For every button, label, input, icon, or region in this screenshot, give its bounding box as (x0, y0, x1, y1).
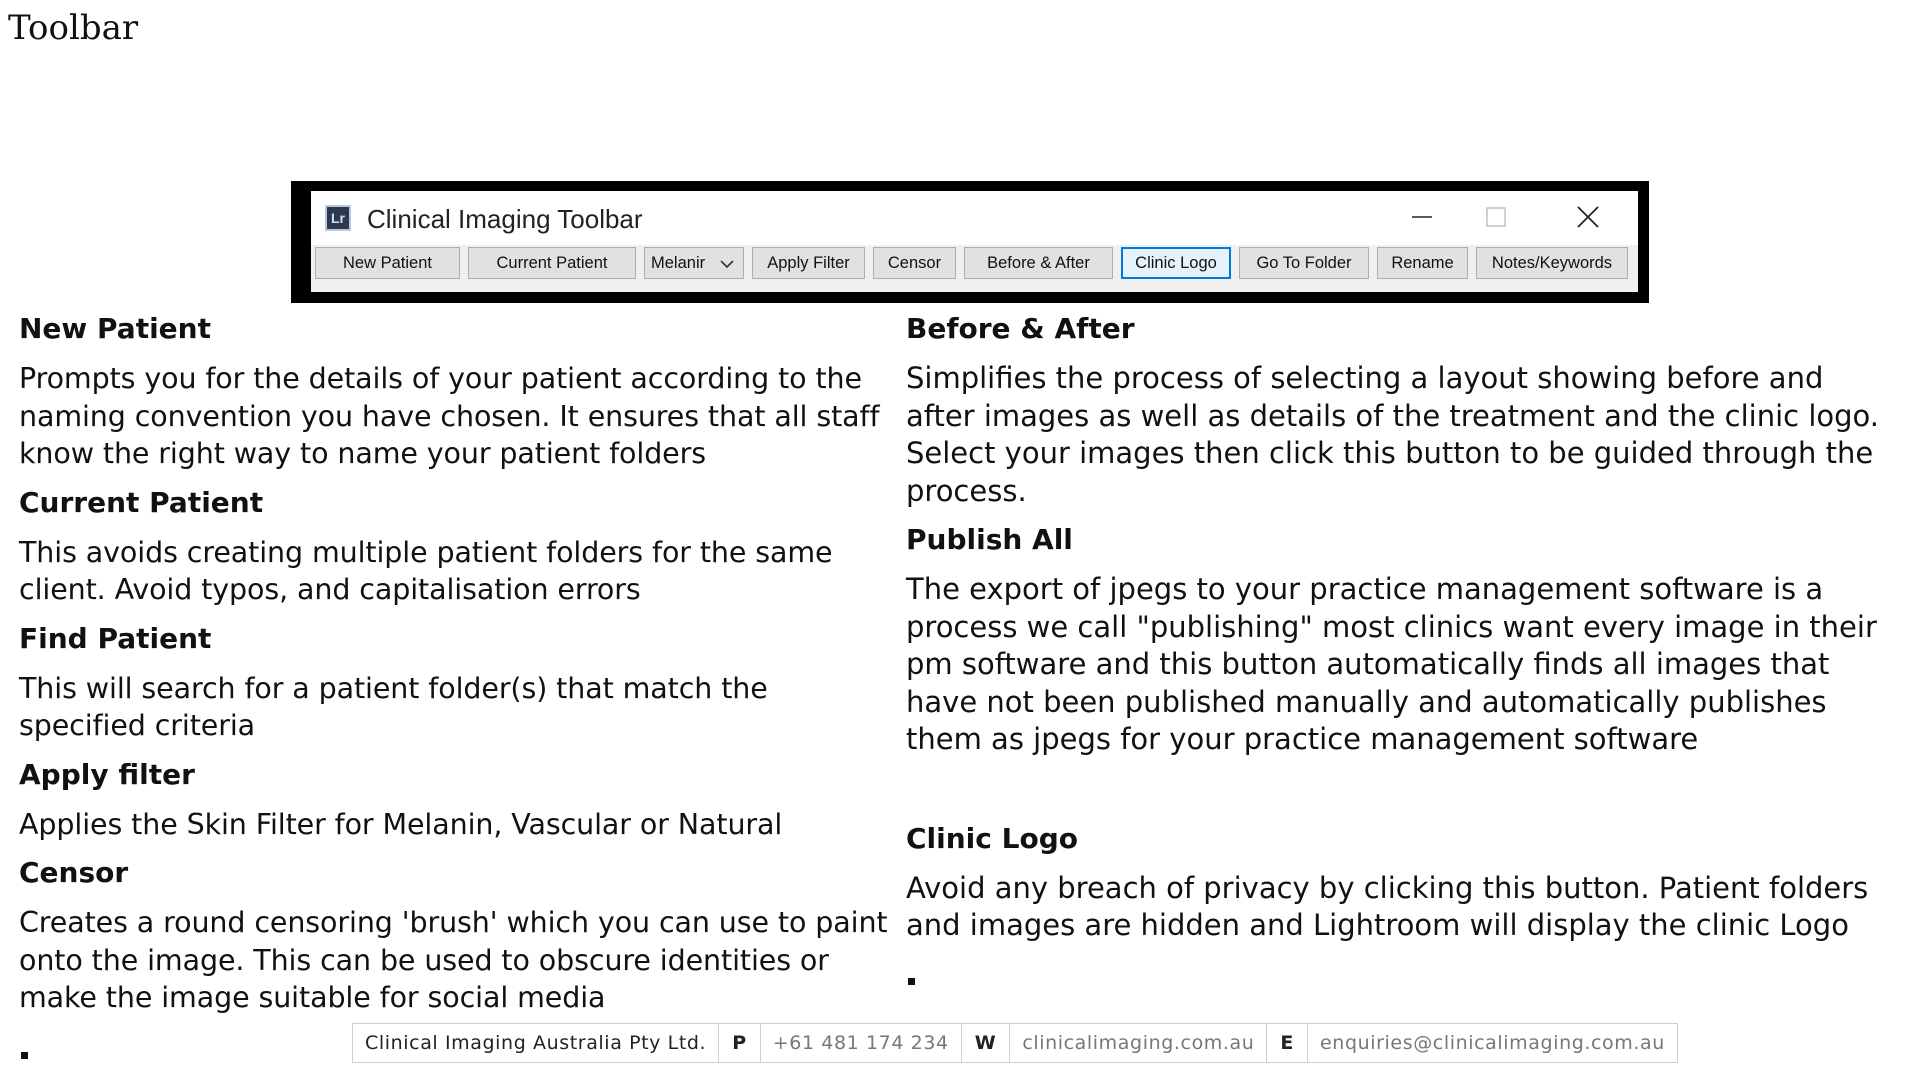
notes-keywords-button[interactable]: Notes/Keywords (1476, 247, 1628, 279)
section-heading: Find Patient (19, 621, 212, 655)
section-heading: Before & After (906, 312, 1135, 345)
clinic-logo-button[interactable]: Clinic Logo (1121, 247, 1231, 279)
filter-dropdown-value: Melanir (651, 253, 706, 272)
toolbar-window (311, 191, 1638, 292)
section-heading: Clinic Logo (906, 821, 1078, 855)
maximize-button[interactable] (1474, 199, 1518, 235)
chevron-down-icon (719, 256, 735, 272)
go-to-folder-button[interactable]: Go To Folder (1239, 247, 1369, 279)
bullet-mark (908, 978, 915, 985)
section-body: The export of jpegs to your practice management software is a process we call "publishing" most clinics want every image in their pm software and this button automatically finds all images that have not been published manually and automatically publishes them as jpegs for your practice management software (906, 572, 1877, 756)
footer-email-label: E (1267, 1024, 1308, 1062)
section-body: Creates a round censoring 'brush' which you can use to paint onto the image. This can be used to obscure identities or make the image suitable for social media (19, 906, 888, 1014)
section-body: This avoids creating multiple patient folders for the same client. Avoid typos, and capitalisation errors (19, 535, 833, 606)
section-heading: Current Patient (19, 485, 264, 519)
minimize-button[interactable] (1400, 199, 1444, 235)
section-heading: Apply filter (19, 757, 195, 791)
section-body: Simplifies the process of selecting a layout showing before and after images as well as details of the treatment and the clinic logo. Select your images then click this button to be guided through the process. (906, 361, 1879, 508)
footer-company: Clinical Imaging Australia Pty Ltd. (353, 1024, 719, 1062)
lightroom-app-icon: Lr (325, 205, 351, 231)
close-icon (1575, 204, 1601, 230)
censor-button[interactable]: Censor (873, 247, 956, 279)
footer-phone-label: P (719, 1024, 761, 1062)
rename-button[interactable]: Rename (1377, 247, 1468, 279)
filter-dropdown[interactable] (644, 247, 744, 279)
bullet-mark (21, 1052, 28, 1059)
window-titlebar[interactable] (311, 191, 1638, 245)
left-column (19, 310, 899, 1017)
footer-web-label: W (962, 1024, 1011, 1062)
maximize-icon (1484, 205, 1508, 229)
section-heading: Publish All (906, 523, 1073, 556)
footer-email-link[interactable]: enquiries@clinicalimaging.com.au (1320, 1032, 1665, 1054)
window-title: Clinical Imaging Toolbar (367, 204, 643, 234)
page-title: Toolbar (8, 8, 139, 48)
section-heading: New Patient (19, 312, 211, 345)
footer-website-link[interactable]: clinicalimaging.com.au (1010, 1024, 1267, 1062)
minimize-icon (1410, 205, 1434, 229)
apply-filter-button[interactable]: Apply Filter (752, 247, 865, 279)
section-body: Prompts you for the details of your patient according to the naming convention you have chosen. It ensures that all staff know the right way to name your patient folders (19, 362, 880, 470)
section-body: Avoid any breach of privacy by clicking this button. Patient folders and images are hidden and Lightroom will display the clinic Logo (906, 870, 1869, 942)
section-body: This will search for a patient folder(s) that match the specified criteria (19, 671, 768, 742)
new-patient-button[interactable]: New Patient (315, 247, 460, 279)
footer-phone[interactable]: +61 481 174 234 (761, 1024, 962, 1062)
before-after-button[interactable]: Before & After (964, 247, 1113, 279)
footer-contact-bar (352, 1023, 1678, 1063)
toolbar-screenshot-frame (291, 181, 1649, 303)
section-body: Applies the Skin Filter for Melanin, Vascular or Natural (19, 807, 783, 841)
current-patient-button[interactable]: Current Patient (468, 247, 636, 279)
close-button[interactable] (1566, 199, 1610, 235)
section-heading: Censor (19, 856, 129, 889)
right-column (906, 310, 1896, 945)
